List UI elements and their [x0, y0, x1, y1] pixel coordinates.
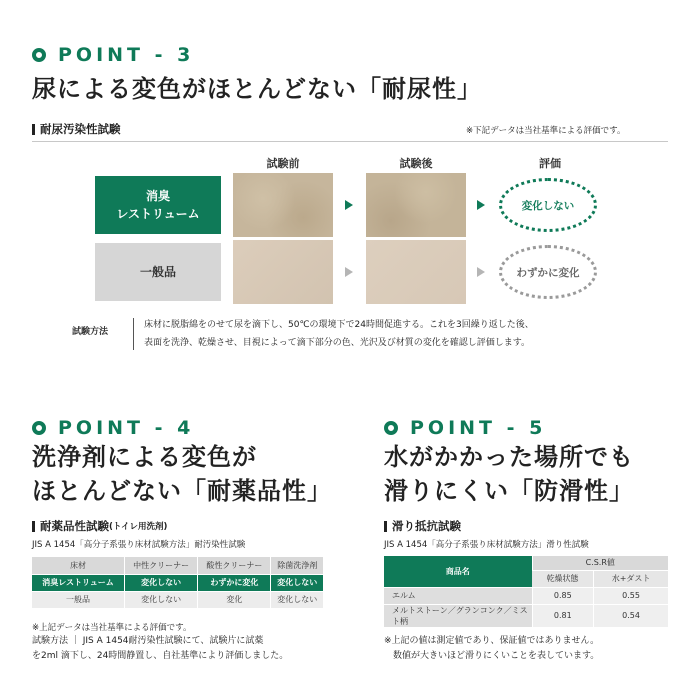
table-header-row	[384, 556, 668, 570]
point4-method-line1: 試験方法 ｜ JIS A 1454耐汚染性試験にて、試験片に試薬	[32, 636, 264, 646]
point4-test-title-sub: (トイレ用洗剤)	[109, 522, 168, 532]
table-header-cell: 水+ダスト	[594, 570, 668, 587]
method-line1: 床材に脱脂綿をのせて尿を滴下し、50℃の環境下で24時間促進する。これを3回繰り返した後、	[144, 320, 534, 330]
point4-heading	[32, 417, 194, 439]
arrow-right-icon	[477, 267, 485, 277]
slip-resistance-table	[384, 556, 668, 628]
point4-standard: JIS A 1454「高分子系張り床材試験方法」耐汚染性試験	[32, 540, 246, 550]
circle-icon	[384, 421, 398, 435]
table-row	[32, 591, 323, 608]
table-header-name: 商品名	[384, 556, 532, 587]
row-label-general: 一般品	[95, 243, 221, 301]
point4-method-line2: を2ml 滴下し、24時間静置し、自社基準により評価しました。	[32, 651, 289, 661]
divider	[32, 141, 668, 142]
method-text	[144, 316, 534, 352]
point5-test-title	[384, 518, 461, 534]
table-row	[384, 587, 668, 604]
method-separator	[133, 318, 134, 350]
point5-headline	[384, 440, 634, 508]
point5-note-line2: 数値が大きいほど滑りにくいことを表しています。	[393, 651, 600, 661]
point3-headline: 尿による変色がほとんどない「耐尿性」	[32, 75, 482, 103]
column-after: 試験後	[399, 157, 433, 170]
table-cell: 一般品	[32, 591, 125, 608]
row-label-line1: 消臭	[145, 189, 170, 203]
swatch-product-after	[366, 173, 466, 237]
table-cell: 変化	[198, 591, 271, 608]
point4-method	[32, 634, 288, 664]
point3-label: POINT - 3	[58, 44, 195, 66]
method-line2: 表面を洗浄、乾燥させ、目視によって滴下部分の色、光沢及び材質の変化を確認し評価します。	[144, 338, 531, 348]
table-cell: 0.54	[594, 604, 668, 627]
table-cell: 変化しない	[125, 574, 198, 591]
point3-note: ※下記データは当社基準による評価です。	[466, 126, 626, 136]
point4-label: POINT - 4	[58, 417, 195, 439]
row-label-line2: レストリューム	[116, 207, 200, 221]
point4-test-title	[32, 518, 167, 534]
bullet-bar	[32, 124, 35, 135]
point5-headline-line2: 滑りにくい「防滑性」	[384, 477, 634, 505]
point5-label: POINT - 5	[410, 417, 547, 439]
bullet-bar	[32, 521, 35, 532]
point5-heading	[384, 417, 546, 439]
swatch-product-before	[233, 173, 333, 237]
table-row	[32, 574, 323, 591]
table-cell: 変化しない	[271, 574, 323, 591]
arrow-right-icon	[477, 200, 485, 210]
point3-heading	[32, 44, 194, 66]
table-header-cell: 除菌洗浄剤	[271, 557, 323, 574]
method-label: 試験方法	[72, 327, 109, 337]
point5-note	[384, 634, 599, 664]
table-header-cell: 乾燥状態	[532, 570, 594, 587]
swatch-general-before	[233, 240, 333, 304]
table-cell: 消臭レストリューム	[32, 574, 125, 591]
point5-standard: JIS A 1454「高分子系張り床材試験方法」滑り性試験	[384, 540, 589, 550]
table-header-csr: C.S.R値	[532, 556, 668, 570]
table-cell: エルム	[384, 587, 532, 604]
column-before: 試験前	[266, 157, 300, 170]
result-badge-no-change: 変化しない	[499, 178, 597, 232]
point4-note: ※上記データは当社基準による評価です。	[32, 623, 192, 633]
point3-test-title-text: 耐尿汚染性試験	[40, 122, 121, 136]
point4-headline	[32, 440, 332, 508]
table-cell: 変化しない	[271, 591, 323, 608]
table-cell: メルトストーン／グランコンク／ミスト柄	[384, 604, 532, 627]
table-cell: 変化しない	[125, 591, 198, 608]
circle-icon	[32, 48, 46, 62]
point5-note-line1: ※上記の値は測定値であり、保証値ではありません。	[384, 636, 600, 646]
point5-headline-line1: 水がかかった場所でも	[384, 443, 634, 471]
chemical-resistance-table	[32, 557, 323, 609]
arrow-right-icon	[345, 200, 353, 210]
table-cell: 0.81	[532, 604, 594, 627]
table-row	[384, 604, 668, 627]
point4-test-title-text: 耐薬品性試験	[40, 519, 109, 533]
table-header-cell: 酸性クリーナー	[198, 557, 271, 574]
point4-headline-line1: 洗浄剤による変色が	[32, 443, 257, 471]
point4-headline-line2: ほとんどない「耐薬品性」	[32, 477, 332, 505]
arrow-right-icon	[345, 267, 353, 277]
table-cell: 0.85	[532, 587, 594, 604]
swatch-general-after	[366, 240, 466, 304]
table-cell: 0.55	[594, 587, 668, 604]
result-badge-slight-change: わずかに変化	[499, 245, 597, 299]
table-header-row	[32, 557, 323, 574]
table-header-cell: 中性クリーナー	[125, 557, 198, 574]
table-header-cell: 床材	[32, 557, 125, 574]
row-label-product	[95, 176, 221, 234]
table-cell: わずかに変化	[198, 574, 271, 591]
bullet-bar	[384, 521, 387, 532]
column-evaluation: 評価	[539, 157, 561, 170]
point3-test-title	[32, 121, 121, 137]
circle-icon	[32, 421, 46, 435]
point5-test-title-text: 滑り抵抗試験	[392, 519, 461, 533]
